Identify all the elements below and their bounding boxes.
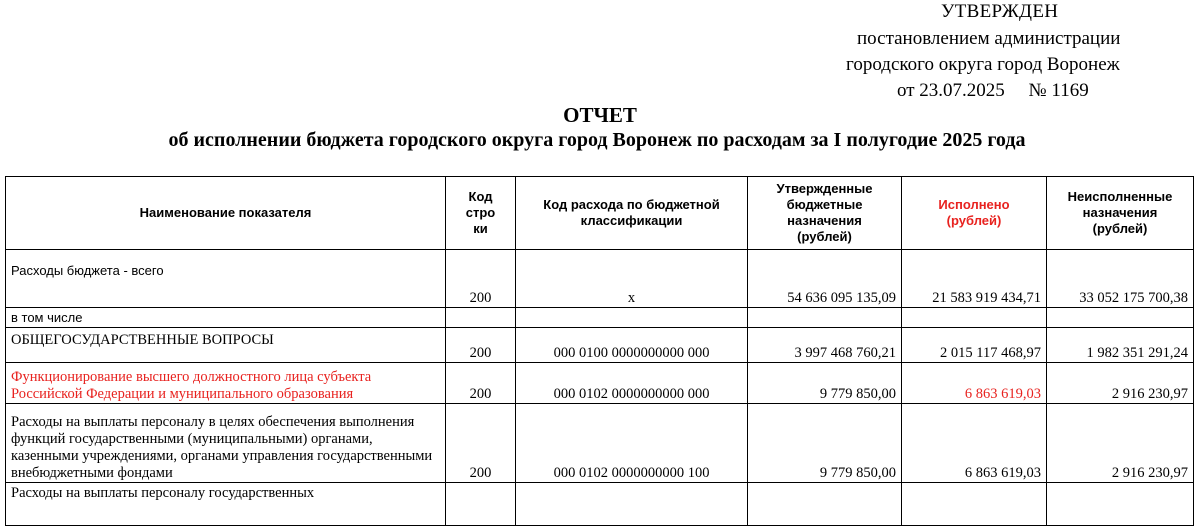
row-line-code: 200	[446, 404, 516, 483]
row-classification: 000 0100 0000000000 000	[516, 328, 748, 363]
row-unexecuted: 1 982 351 291,24	[1047, 328, 1194, 363]
row-name: в том числе	[6, 308, 446, 328]
row-approved	[748, 308, 902, 328]
header-line-code-text: Код строки	[465, 189, 496, 236]
row-name: Расходы бюджета - всего	[6, 250, 446, 308]
row-classification: x	[516, 250, 748, 308]
row-line-code	[446, 483, 516, 526]
row-unexecuted	[1047, 483, 1194, 526]
row-classification	[516, 308, 748, 328]
header-classification: Код расхода по бюджетной классификации	[516, 177, 748, 250]
approval-heading: УТВЕРЖДЕН	[941, 1, 1059, 22]
table-row	[6, 250, 1194, 308]
row-executed: 21 583 919 434,71	[902, 250, 1047, 308]
header-line-code	[446, 177, 516, 250]
header-executed: Исполнено (рублей)	[902, 177, 1047, 250]
row-approved: 9 779 850,00	[748, 404, 902, 483]
header-name: Наименование показателя	[6, 177, 446, 250]
row-classification: 000 0102 0000000000 000	[516, 363, 748, 404]
row-name: Расходы на выплаты персоналу государственных	[6, 483, 446, 526]
row-line-code	[446, 308, 516, 328]
row-executed	[902, 308, 1047, 328]
report-subtitle: об исполнении бюджета городского округа город Воронеж по расходам за I полугодие 2025 года	[168, 129, 1026, 151]
header-approved: Утвержденные бюджетные назначения (рублей)	[748, 177, 902, 250]
approval-line-date-number: от 23.07.2025 № 1169	[897, 80, 1089, 101]
row-executed: 6 863 619,03	[902, 404, 1047, 483]
row-approved: 54 636 095 135,09	[748, 250, 902, 308]
table-row	[6, 308, 1194, 328]
row-executed	[902, 483, 1047, 526]
row-unexecuted: 2 916 230,97	[1047, 404, 1194, 483]
row-name: Расходы на выплаты персоналу в целях обеспечения выполнения функций государственными (муниципальными) органами, казенными учреждениями, органами управления государственными внебюджетными фондами	[6, 404, 446, 483]
row-executed: 6 863 619,03	[902, 363, 1047, 404]
approval-line-decree: постановлением администрации	[857, 28, 1121, 49]
row-unexecuted	[1047, 308, 1194, 328]
report-title: ОТЧЕТ	[563, 103, 637, 127]
row-approved	[748, 483, 902, 526]
table-row	[6, 404, 1194, 483]
row-approved: 9 779 850,00	[748, 363, 902, 404]
table-row	[6, 328, 1194, 363]
row-name: Функционирование высшего должностного лица субъекта Российской Федерации и муниципального образования	[6, 363, 446, 404]
table-header-row	[6, 177, 1194, 250]
row-unexecuted: 2 916 230,97	[1047, 363, 1194, 404]
table-row	[6, 483, 1194, 526]
row-name: ОБЩЕГОСУДАРСТВЕННЫЕ ВОПРОСЫ	[6, 328, 446, 363]
row-line-code: 200	[446, 328, 516, 363]
row-unexecuted: 33 052 175 700,38	[1047, 250, 1194, 308]
table-row	[6, 363, 1194, 404]
row-classification	[516, 483, 748, 526]
expenditure-report-table	[5, 176, 1194, 526]
approval-line-district: городского округа город Воронеж	[846, 54, 1120, 75]
row-classification: 000 0102 0000000000 100	[516, 404, 748, 483]
row-approved: 3 997 468 760,21	[748, 328, 902, 363]
row-line-code: 200	[446, 250, 516, 308]
header-unexecuted: Неисполненные назначения (рублей)	[1047, 177, 1194, 250]
row-executed: 2 015 117 468,97	[902, 328, 1047, 363]
row-line-code: 200	[446, 363, 516, 404]
